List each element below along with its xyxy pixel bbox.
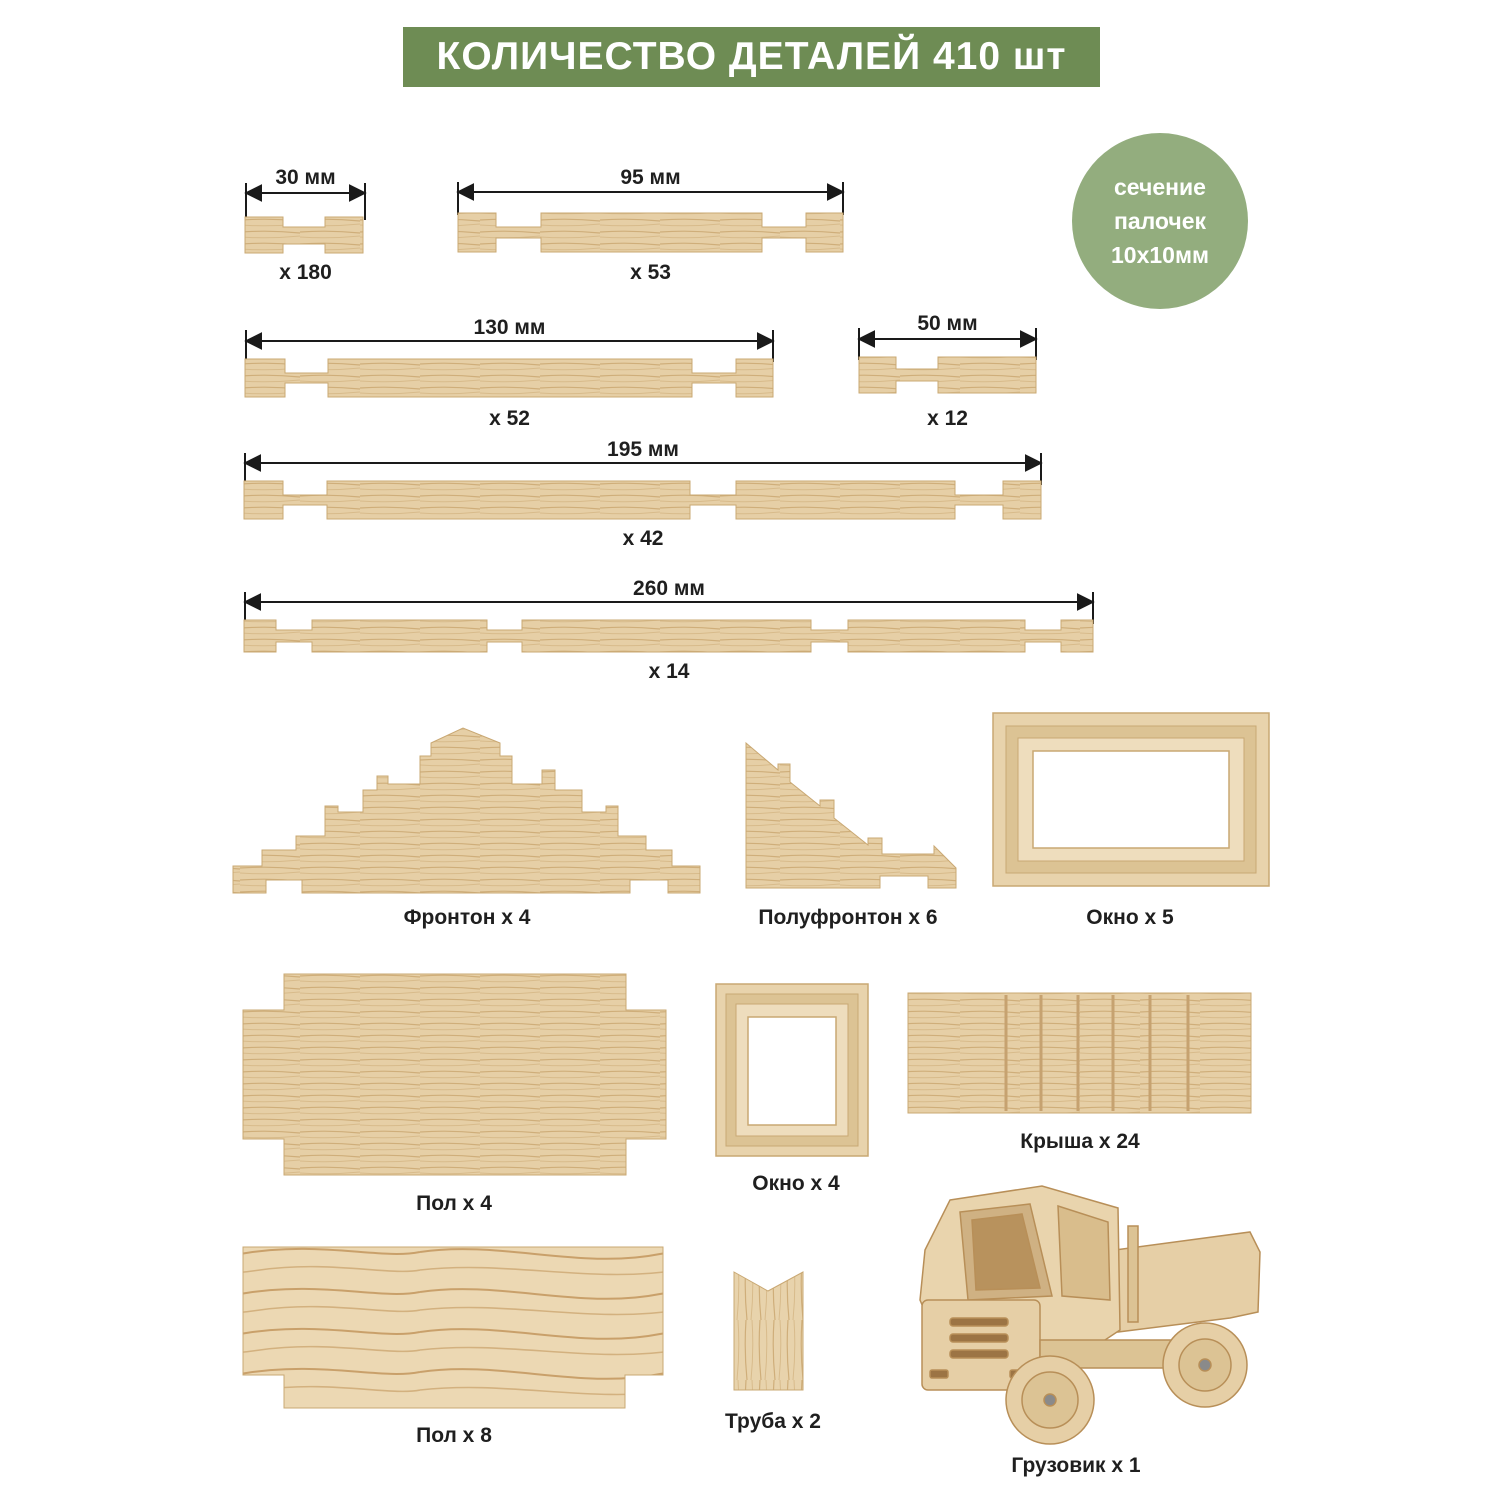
stick-195mm [244,453,1041,519]
badge-line-1: сечение [1114,174,1206,200]
truck-model [920,1186,1260,1444]
stick-195mm-length: 195 мм [607,438,679,461]
stick-95mm [458,182,843,252]
stick-95mm-length: 95 мм [620,166,681,189]
gable-caption: Фронтон х 4 [403,906,531,929]
floor-part-2 [243,1247,663,1408]
page-title: КОЛИЧЕСТВО ДЕТАЛЕЙ 410 шт [436,35,1067,78]
stick-30mm [245,183,365,253]
stick-50mm-length: 50 мм [917,312,978,335]
stick-130mm [245,330,773,397]
stick-30mm-length: 30 мм [275,166,336,189]
half-gable-part [746,743,956,888]
stick-50mm [859,328,1036,393]
roof-boards-part [908,993,1251,1113]
floor-part-1 [243,974,666,1175]
roof-boards-caption: Крыша х 24 [1020,1130,1140,1153]
stick-50mm-quantity: х 12 [927,407,968,430]
floor-1-caption: Пол х 4 [416,1192,492,1215]
stick-260mm-quantity: х 14 [648,660,690,683]
stick-195mm-quantity: х 42 [622,527,664,550]
stick-130mm-quantity: х 52 [489,407,530,430]
truck-caption: Грузовик х 1 [1011,1454,1141,1477]
badge-line-2: палочек [1113,208,1207,234]
stick-95mm-quantity: х 53 [630,261,671,284]
gable-part [233,728,700,893]
stick-130mm-length: 130 мм [473,316,546,339]
stick-260mm [244,592,1093,652]
badge-line-3: 10х10мм [1111,242,1209,268]
chimney-caption: Труба х 2 [725,1410,821,1433]
window-large-part [993,713,1269,886]
floor-2-caption: Пол х 8 [416,1424,492,1447]
stick-260mm-length: 260 мм [633,577,705,600]
half-gable-caption: Полуфронтон х 6 [758,906,938,929]
window-large-caption: Окно х 5 [1086,906,1174,929]
window-small-caption: Окно х 4 [752,1172,840,1195]
chimney-part [734,1272,803,1390]
window-small-part [716,984,868,1156]
stick-30mm-quantity: х 180 [279,261,332,284]
